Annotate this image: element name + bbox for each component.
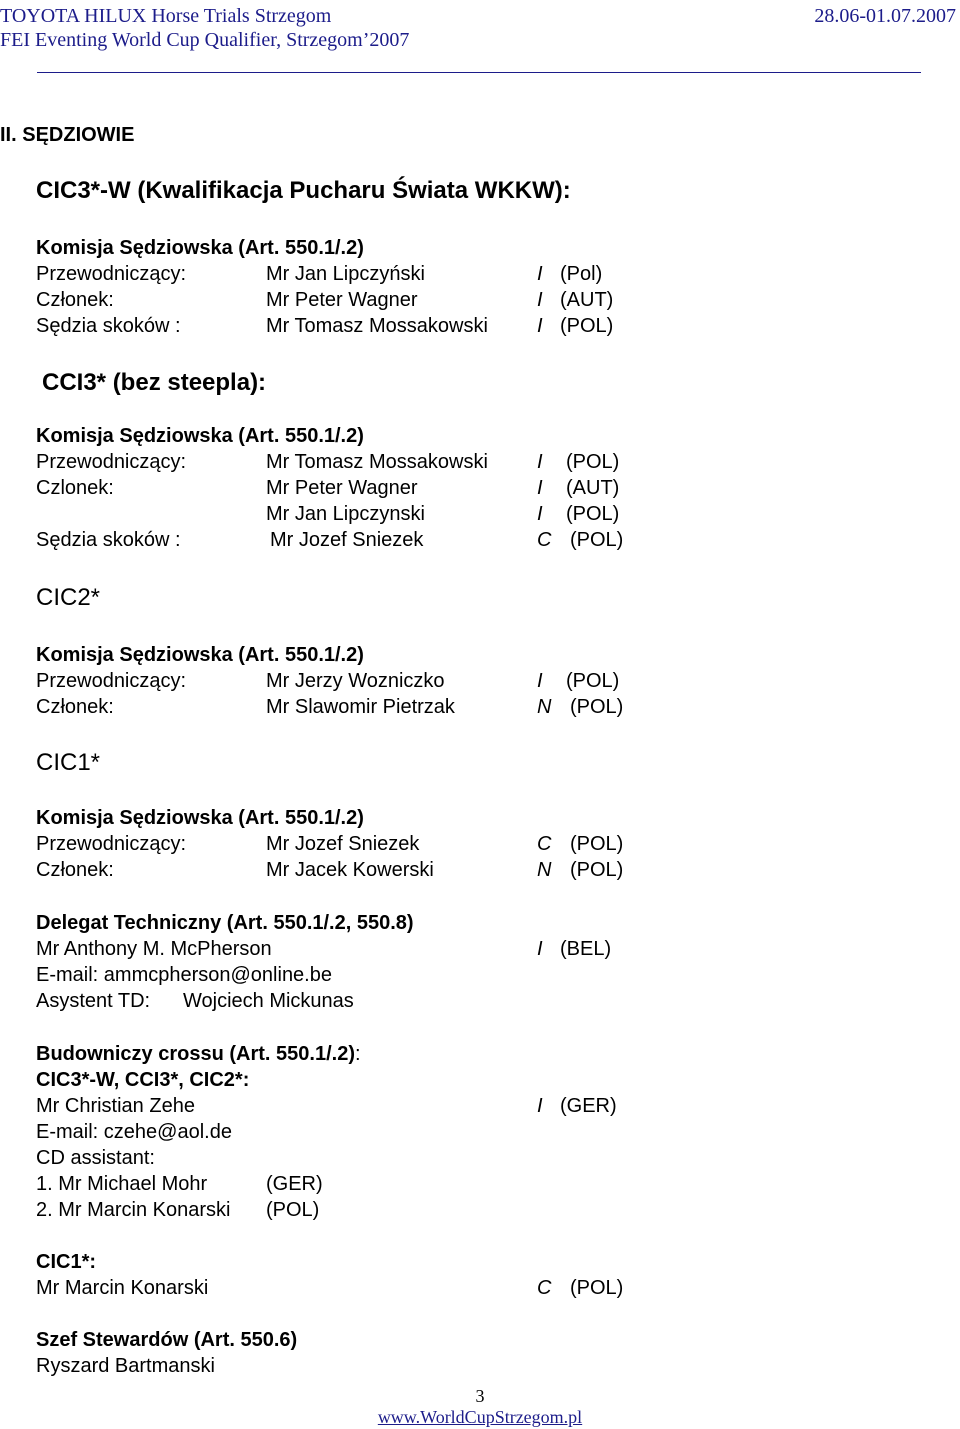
cd-title-colon: :: [354, 1043, 361, 1065]
td-level: I: [537, 938, 543, 960]
cd-country: (GER): [560, 1095, 617, 1117]
website-link[interactable]: www.WorldCupStrzegom.pl: [377, 1407, 583, 1427]
cic2-ground-jury: Komisja Sędziowska (Art. 550.1/.2): [36, 644, 364, 666]
cic1-row-country: (POL): [570, 833, 624, 855]
cci3-row-name: Mr Tomasz Mossakowski: [266, 451, 488, 473]
cic3-row-role: Przewodniczący:: [36, 263, 187, 285]
cci3-row-level: C: [537, 529, 552, 551]
cd-cic1-title: CIC1*:: [36, 1251, 97, 1273]
cic1-title: CIC1*: [36, 749, 101, 776]
cci3-row-name: Mr Jan Lipczynski: [266, 503, 425, 525]
cic1-row-role: Przewodniczący:: [36, 833, 187, 855]
cd-assistant-label: CD assistant:: [36, 1147, 155, 1169]
cd-email: E-mail: czehe@aol.de: [36, 1121, 232, 1143]
event-title: TOYOTA HILUX Horse Trials Strzegom: [0, 5, 332, 27]
cci3-row-name: Mr Peter Wagner: [266, 477, 418, 499]
cic2-title: CIC2*: [36, 584, 101, 611]
cd-assistant-name: 1. Mr Michael Mohr: [36, 1173, 208, 1195]
cic3-row-name: Mr Jan Lipczyński: [266, 263, 425, 285]
stewards-title: Szef Stewardów (Art. 550.6): [36, 1329, 298, 1351]
cd-cic1-name: Mr Marcin Konarski: [36, 1277, 209, 1299]
cic3-ground-jury: Komisja Sędziowska (Art. 550.1/.2): [36, 237, 364, 259]
section-title: II. SĘDZIOWIE: [0, 124, 135, 146]
cd-level: I: [537, 1095, 543, 1117]
cci3-ground-jury: Komisja Sędziowska (Art. 550.1/.2): [36, 425, 364, 447]
cic2-row-country: (POL): [566, 670, 620, 692]
td-assistant-label: Asystent TD:: [36, 990, 151, 1012]
cic2-row-name: Mr Jerzy Wozniczko: [266, 670, 445, 692]
cd-name: Mr Christian Zehe: [36, 1095, 195, 1117]
td-name: Mr Anthony M. McPherson: [36, 938, 272, 960]
td-country: (BEL): [560, 938, 612, 960]
cci3-title: CCI3* (bez steepla):: [42, 369, 267, 396]
cic2-row-role: Członek:: [36, 696, 114, 718]
cic2-row-level: N: [537, 696, 552, 718]
cci3-row-country: (AUT): [566, 477, 620, 499]
cci3-row-level: I: [537, 503, 543, 525]
cic3-title: CIC3*-W (Kwalifikacja Pucharu Świata WKKW):: [36, 177, 571, 204]
cic1-row-name: Mr Jacek Kowerski: [266, 859, 434, 881]
cic3-row-name: Mr Tomasz Mossakowski: [266, 315, 488, 337]
cic3-row-level: I: [537, 289, 543, 311]
cd-title: [36, 1042, 361, 1066]
stewards-name: Ryszard Bartmanski: [36, 1355, 215, 1377]
td-email: E-mail: ammcpherson@online.be: [36, 964, 332, 986]
cd-assistant-country: (POL): [266, 1199, 320, 1221]
cic3-row-role: Członek:: [36, 289, 114, 311]
cd-assistant-country: (GER): [266, 1173, 323, 1195]
header-divider: [37, 72, 921, 73]
cic3-row-role: Sędzia skoków :: [36, 315, 181, 337]
cic3-row-country: (AUT): [560, 289, 614, 311]
page-number: 3: [475, 1386, 485, 1406]
cd-assistant-name: 2. Mr Marcin Konarski: [36, 1199, 231, 1221]
cci3-row-role: Sędzia skoków :: [36, 529, 181, 551]
cic3-row-name: Mr Peter Wagner: [266, 289, 418, 311]
cd-title-bold: Budowniczy crossu (Art. 550.1/.2): [36, 1043, 355, 1065]
cic1-row-name: Mr Jozef Sniezek: [266, 833, 420, 855]
cic3-row-country: (POL): [560, 315, 614, 337]
cci3-row-role: Czlonek:: [36, 477, 114, 499]
cic1-ground-jury: Komisja Sędziowska (Art. 550.1/.2): [36, 807, 364, 829]
cci3-row-country: (POL): [566, 451, 620, 473]
cic2-row-role: Przewodniczący:: [36, 670, 187, 692]
cci3-row-country: (POL): [570, 529, 624, 551]
event-dates: 28.06-01.07.2007: [814, 5, 956, 27]
td-title: Delegat Techniczny (Art. 550.1/.2, 550.8): [36, 912, 414, 934]
td-assistant-name: Wojciech Mickunas: [183, 990, 354, 1012]
cic2-row-country: (POL): [570, 696, 624, 718]
cd-cic1-level: C: [537, 1277, 552, 1299]
cd-classes: CIC3*-W, CCI3*, CIC2*:: [36, 1069, 250, 1091]
cd-cic1-country: (POL): [570, 1277, 624, 1299]
cci3-row-level: I: [537, 451, 543, 473]
cic1-row-level: N: [537, 859, 552, 881]
cci3-row-role: Przewodniczący:: [36, 451, 187, 473]
event-subtitle: FEI Eventing World Cup Qualifier, Strzegom’2007: [0, 29, 410, 51]
cic1-row-country: (POL): [570, 859, 624, 881]
cic2-row-name: Mr Slawomir Pietrzak: [266, 696, 455, 718]
cic1-row-level: C: [537, 833, 552, 855]
cci3-row-name: Mr Jozef Sniezek: [270, 529, 424, 551]
cci3-row-country: (POL): [566, 503, 620, 525]
cic3-row-level: I: [537, 315, 543, 337]
cic2-row-level: I: [537, 670, 543, 692]
cci3-row-level: I: [537, 477, 543, 499]
cic1-row-role: Członek:: [36, 859, 114, 881]
cic3-row-level: I: [537, 263, 543, 285]
cic3-row-country: (Pol): [560, 263, 603, 285]
